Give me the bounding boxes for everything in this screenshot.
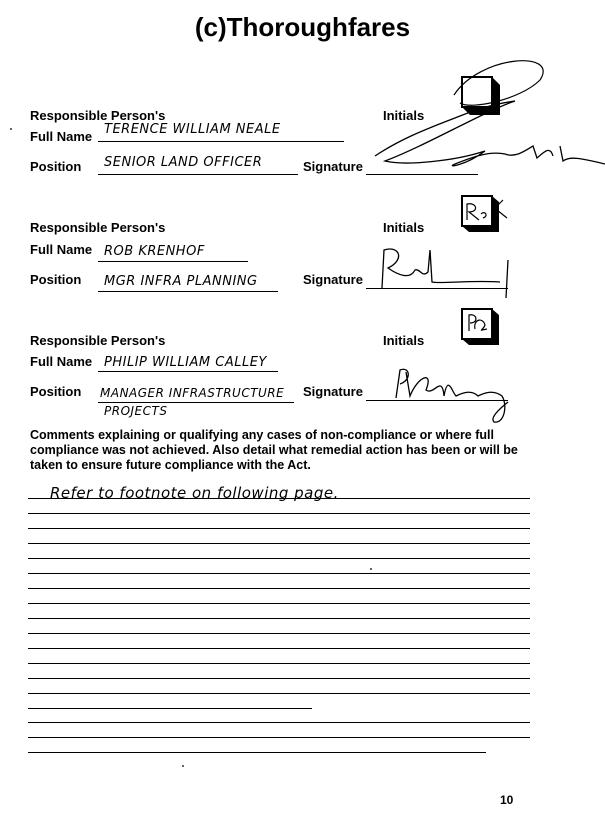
position-label-2: Position [30, 272, 82, 287]
initials-label-3: Initials [383, 333, 425, 348]
initials-label-1: Initials [383, 108, 425, 123]
comment-line-13 [28, 678, 530, 679]
position-label-3: Position [30, 384, 82, 399]
full-name-line-1 [98, 141, 344, 142]
responsible-label-2: Responsible Person's [30, 220, 166, 235]
full-name-label-3: Full Name [30, 354, 93, 369]
signature-1 [365, 96, 605, 176]
full-name-value-3: PHILIP WILLIAM CALLEY [104, 355, 267, 370]
position-value-2: MGR INFRA PLANNING [104, 274, 258, 289]
position-value-3: MANAGER INFRASTRUCTURE [100, 386, 285, 400]
signature-label-2: Signature [303, 272, 363, 287]
position-line-2 [98, 291, 278, 292]
responsible-label-3: Responsible Person's [30, 333, 166, 348]
comment-line-1 [28, 498, 530, 499]
comment-line-6 [28, 573, 530, 574]
position-label-1: Position [30, 159, 82, 174]
page-title: (c)Thoroughfares [194, 12, 411, 42]
full-name-label-2: Full Name [30, 242, 93, 257]
comment-line-12 [28, 663, 530, 664]
position-value-1: SENIOR LAND OFFICER [104, 155, 263, 170]
scan-speck [182, 765, 184, 767]
signature-label-1: Signature [303, 159, 363, 174]
comment-line-10 [28, 633, 530, 634]
position-line-1 [98, 174, 298, 175]
comment-line-16 [28, 722, 530, 723]
full-name-line-2 [98, 261, 248, 262]
comment-line-9 [28, 618, 530, 619]
comment-line-8 [28, 603, 530, 604]
comment-line-7 [28, 588, 530, 589]
scan-speck [10, 128, 12, 130]
comment-handwritten: Refer to footnote on following page. [50, 484, 339, 502]
comment-line-14 [28, 693, 530, 694]
comments-prompt: Comments explaining or qualifying any cases of non-compliance or where full compliance was not achieved. Also detail what remedial action has been or will be taken to ensure future compliance with the Act. [30, 428, 518, 472]
signature-2 [370, 240, 520, 300]
comment-line-3 [28, 528, 530, 529]
comment-line-2 [28, 513, 530, 514]
full-name-value-2: ROB KRENHOF [104, 244, 205, 259]
responsible-label-1: Responsible Person's [30, 108, 166, 123]
signature-3 [390, 362, 520, 432]
comment-line-4 [28, 543, 530, 544]
full-name-label-1: Full Name [30, 129, 93, 144]
scan-speck [370, 568, 372, 570]
page-number: 10 [500, 793, 514, 807]
comment-line-5 [28, 558, 530, 559]
full-name-value-1: TERENCE WILLIAM NEALE [104, 122, 281, 137]
comment-line-18 [28, 752, 486, 753]
comment-line-11 [28, 648, 530, 649]
initials-label-2: Initials [383, 220, 425, 235]
position-value-3b: PROJECTS [104, 404, 168, 418]
initials-box-2 [455, 190, 535, 240]
signature-label-3: Signature [303, 384, 363, 399]
comment-line-17 [28, 737, 530, 738]
initials-box-3 [455, 303, 515, 353]
full-name-line-3 [98, 371, 278, 372]
position-line-3 [98, 402, 294, 403]
comment-line-15 [28, 708, 312, 709]
